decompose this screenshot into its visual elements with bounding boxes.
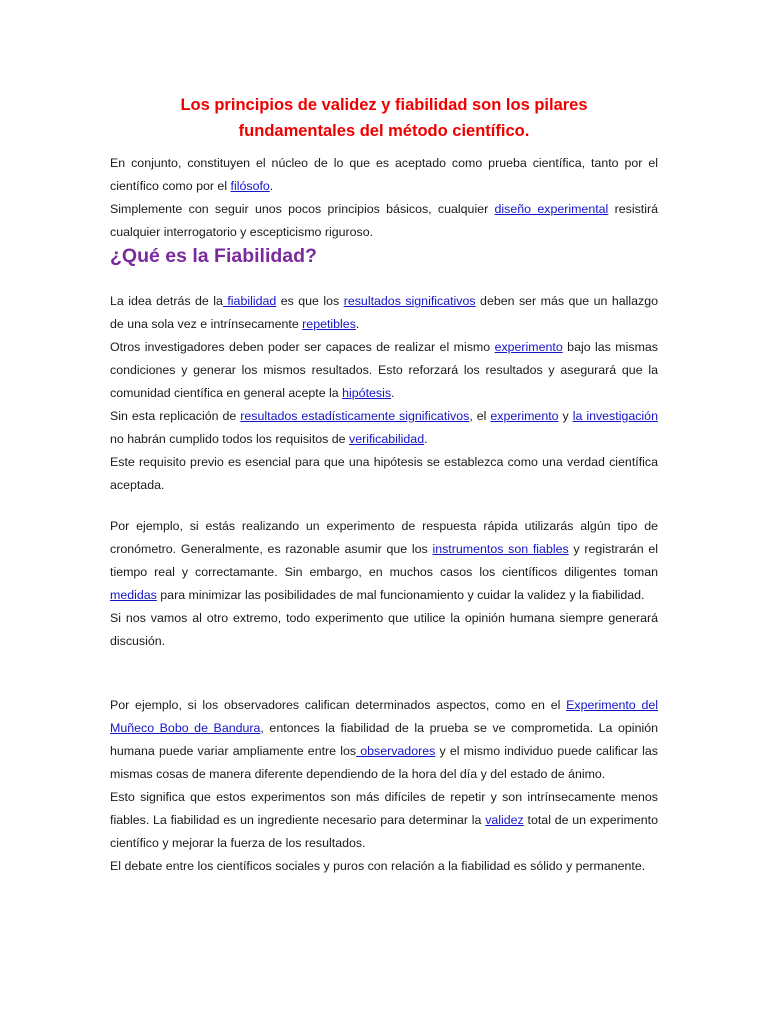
text-run: Sin esta replicación de <box>110 409 241 423</box>
intro-paragraph-2 <box>110 198 658 244</box>
text-run: . <box>391 386 395 400</box>
link-validez[interactable]: validez <box>485 813 524 827</box>
section-1-block <box>110 290 658 497</box>
text-run: . <box>424 432 428 446</box>
link-la-investigacion[interactable]: la investigación <box>572 409 658 423</box>
text-run: La idea detrás de la <box>110 294 223 308</box>
text-run: bajo las mismas condiciones y generar los mismos resultados. Esto reforzará los resultados y asegurará que la comunidad científica en general acepte la <box>110 340 658 400</box>
text-run: para minimizar las posibilidades de mal funcionamiento y cuidar la validez y la fiabilidad. <box>156 588 645 602</box>
paragraph-debate: El debate entre los científicos sociales y puros con relación a la fiabilidad es sólido y permanente. <box>110 859 646 873</box>
text-run: , el <box>469 409 491 423</box>
section-2-block <box>110 515 658 653</box>
text-run: Por ejemplo, si los observadores califican determinados aspectos, como en el <box>110 698 567 712</box>
link-resultados-significativos[interactable]: resultados significativos <box>343 294 476 308</box>
intro-paragraph-1 <box>110 152 658 198</box>
text-run: es que los <box>276 294 344 308</box>
text-run: , entonces la fiabilidad de la prueba se ve comprometida. La opinión humana puede variar ampliamente entre los <box>110 721 658 758</box>
paragraph-replicacion <box>110 405 658 451</box>
title-line-1: Los principios de validez y fiabilidad son los pilares <box>180 96 588 114</box>
paragraph-cronometro <box>110 515 658 607</box>
link-observadores[interactable]: observadores <box>356 744 436 758</box>
paragraph-requisito: Este requisito previo es esencial para que una hipótesis se establezca como una verdad científica aceptada. <box>110 455 658 492</box>
link-verificabilidad[interactable]: verificabilidad <box>349 432 425 446</box>
link-instrumentos-son-fiables[interactable]: instrumentos son fiables <box>432 542 569 556</box>
text-run: deben ser más que un hallazgo de una sola vez e intrínsecamente <box>110 294 659 331</box>
link-medidas[interactable]: medidas <box>110 588 157 602</box>
link-fiabilidad[interactable]: fiabilidad <box>222 294 277 308</box>
link-experimento[interactable]: experimento <box>494 340 563 354</box>
text-run: no habrán cumplido todos los requisitos de <box>110 432 350 446</box>
text-run: y el mismo individuo puede calificar las mismas cosas de manera diferente dependiendo de la hora del día y del estado de ánimo. <box>110 744 658 781</box>
paragraph-menos-fiables <box>110 786 658 855</box>
link-diseno-experimental[interactable]: diseño experimental <box>494 202 609 216</box>
text-run: . <box>355 317 360 331</box>
paragraph-otro-extremo: Si nos vamos al otro extremo, todo experimento que utilice la opinión humana siempre generará discusión. <box>110 611 658 648</box>
link-filosofo[interactable]: filósofo <box>230 179 270 193</box>
paragraph-otros-investigadores <box>110 336 658 405</box>
document-title <box>110 92 658 144</box>
link-repetibles[interactable]: repetibles <box>302 317 356 331</box>
link-resultados-estadisticamente-significativos[interactable]: resultados estadísticamente significativos <box>240 409 470 423</box>
link-experimento-2[interactable]: experimento <box>490 409 559 423</box>
section-3-block <box>110 694 658 878</box>
text-run: Por ejemplo, si estás realizando un experimento de respuesta rápida utilizarás algún tipo de cronómetro. Generalmente, es razonable asumir que los <box>110 519 658 556</box>
text-run: En conjunto, constituyen el núcleo de lo que es aceptado como prueba científica, tanto por el científico como por el <box>110 156 658 193</box>
text-run: . <box>269 179 274 193</box>
text-run: y registrarán el tiempo real y correctamante. Sin embargo, en muchos casos los científicos diligentes toman <box>110 542 658 579</box>
text-run: total de un experimento científico y mejorar la fuerza de los resultados. <box>110 813 658 850</box>
text-run: Esto significa que estos experimentos son más difíciles de repetir y son intrínsecamente menos fiables. La fiabilidad es un ingrediente necesario para determinar la <box>110 790 658 827</box>
text-run: Otros investigadores deben poder ser capaces de realizar el mismo <box>110 340 495 354</box>
paragraph-fiabilidad <box>110 290 658 336</box>
link-experimento-bobo-bandura[interactable]: Experimento del Muñeco Bobo de Bandura <box>110 698 658 735</box>
text-run: resistirá cualquier interrogatorio y escepticismo riguroso. <box>110 202 658 239</box>
text-run: y <box>558 409 573 423</box>
text-run: Simplemente con seguir unos pocos principios básicos, cualquier <box>110 202 495 216</box>
intro-block <box>110 152 658 244</box>
link-hipotesis[interactable]: hipótesis <box>342 386 392 400</box>
title-line-2: fundamentales del método científico. <box>238 122 530 140</box>
paragraph-observadores <box>110 694 658 786</box>
section-heading: ¿Qué es la Fiabilidad? <box>110 245 317 267</box>
